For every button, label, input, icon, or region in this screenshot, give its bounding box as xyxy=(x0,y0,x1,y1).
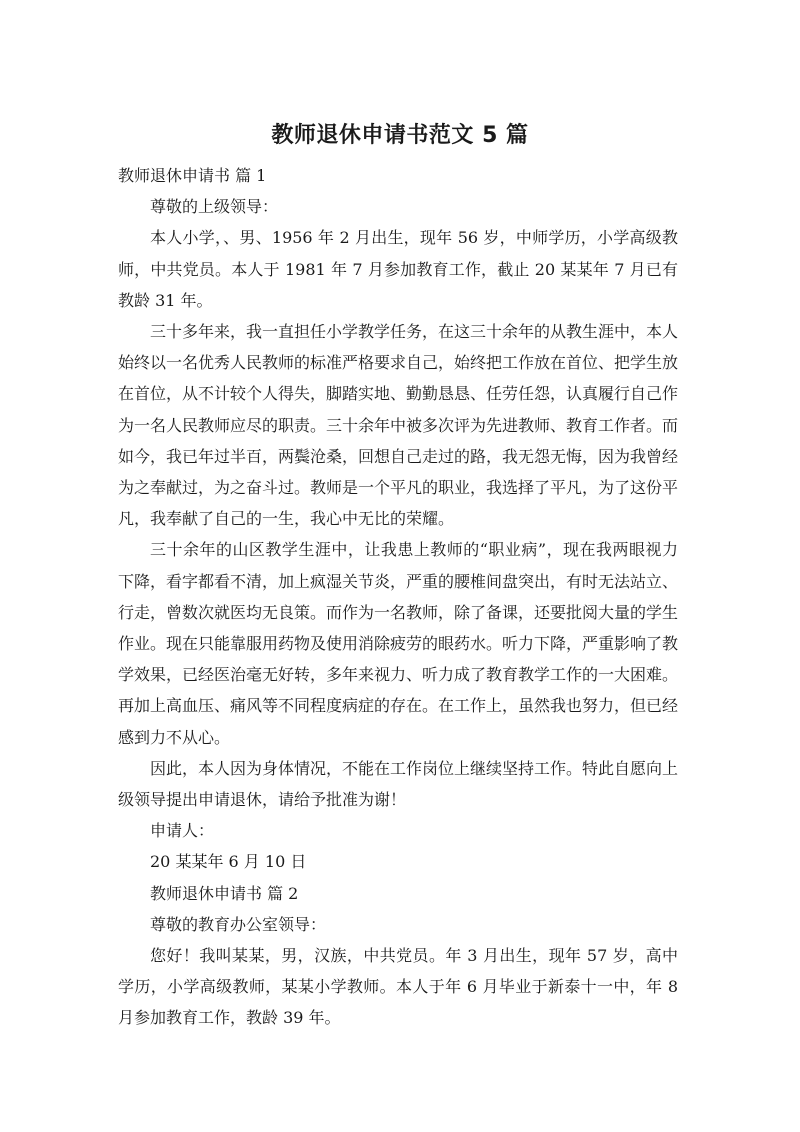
section2-salutation: 尊敬的教育办公室领导： xyxy=(150,914,327,934)
application-date: 20 某某年 6 月 10 日 xyxy=(150,852,307,872)
section1-paragraph-3: 三十余年的山区教学生涯中，让我患上教师的“职业病”，现在我两眼视力下降，看字都看不清，加上疯湿关节炎，严重的腰椎间盘突出，有时无法站立、行走，曾数次就医均无良策。而作为一名教师，除了备课，还要批阅大量的学生作业。现在只能靠服用药物及使用消除疲劳的眼药水。听力下降，严重影响了教学效果，已经医治毫无好转，多年来视力、听力成了教育教学工作的一大困难。再加上高血压、痛风等不同程度病症的存在。在工作上，虽然我也努力，但已经感到力不从心。 xyxy=(118,540,679,747)
section1-paragraph-1: 本人小学，、男、1956 年 2 月出生，现年 56 岁，中师学历，小学高级教师，中共党员。本人于 1981 年 7 月参加教育工作，截止 20 某某年 7 月已有教龄 31 年。 xyxy=(118,228,678,310)
applicant-label: 申请人： xyxy=(150,821,215,841)
section1-paragraph-4: 因此，本人因为身体情况，不能在工作岗位上继续坚持工作。特此自愿向上级领导提出申请退休，请给予批准为谢！ xyxy=(118,758,679,810)
section1-heading: 教师退休申请书 篇 1 xyxy=(118,166,267,185)
document-body xyxy=(118,160,678,1034)
section1-salutation: 尊敬的上级领导： xyxy=(150,197,279,217)
document-title: 教师退休申请书范文 5 篇 xyxy=(271,123,529,148)
section1-paragraph-2: 三十多年来，我一直担任小学教学任务，在这三十余年的从教生涯中，本人始终以一名优秀人民教师的标准严格要求自己，始终把工作放在首位、把学生放在首位，从不计较个人得失，脚踏实地、勤勤恳恳、任劳任怨，认真履行自己作为一名人民教师应尽的职责。三十余年中被多次评为先进教师、教育工作者。而如今，我已年过半百，两鬓沧桑，回想自己走过的路，我无怨无悔，因为我曾经为之奉献过，为之奋斗过。教师是一个平凡的职业，我选择了平凡，为了这份平凡，我奉献了自己的一生，我心中无比的荣耀。 xyxy=(118,322,679,529)
section2-paragraph-1: 您好！我叫某某，男，汉族，中共党员。年 3 月出生，现年 57 岁，高中学历，小学高级教师，某某小学教师。本人于年 6 月毕业于新泰十一中，年 8 月参加教育工作，教龄 39 年。 xyxy=(118,946,678,1028)
section2-heading: 教师退休申请书 篇 2 xyxy=(150,883,299,903)
